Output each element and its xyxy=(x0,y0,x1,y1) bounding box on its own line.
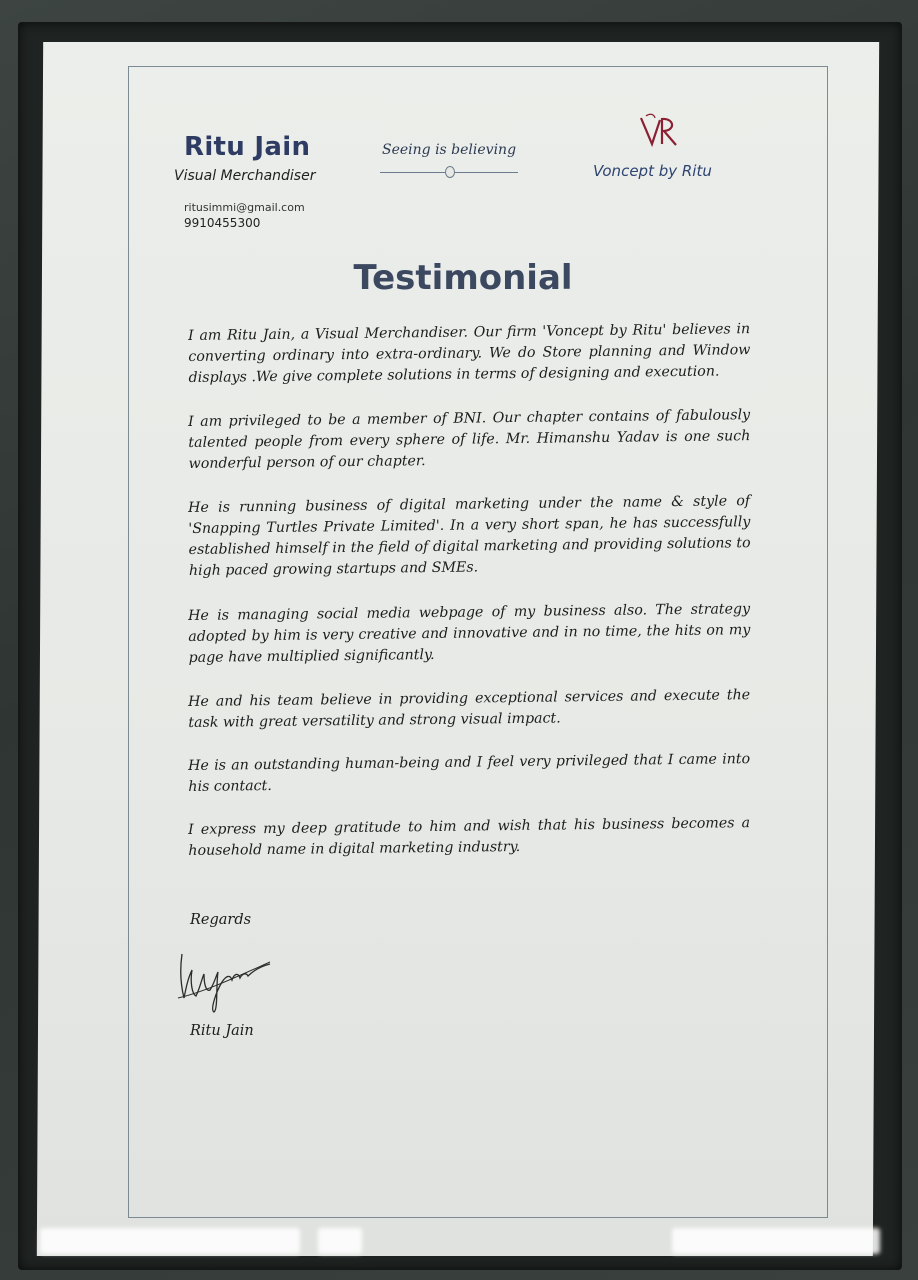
sender-role: Visual Merchandiser xyxy=(174,168,316,184)
glass-reflection xyxy=(318,1228,362,1254)
closing-regards: Regards xyxy=(190,912,252,928)
brand-logo-icon xyxy=(638,112,686,152)
tagline: Seeing is believing xyxy=(382,142,517,158)
paragraph: He and his team believe in providing exceptional services and execute the task with great versatility and strong visual impact. xyxy=(188,687,751,731)
paragraph: I am Ritu Jain, a Visual Merchandiser. Our firm 'Voncept by Ritu' believes in converting ordinary into extra-ordinary. We do Store planning and Window displays .We give complete solutions in terms of designing and execution. xyxy=(188,321,751,386)
handwritten-signature xyxy=(174,948,274,1016)
sender-email: ritusimmi@gmail.com xyxy=(184,201,305,214)
paragraph: I express my deep gratitude to him and wish that his business becomes a household name in digital marketing industry. xyxy=(188,815,751,859)
paragraph: He is managing social media webpage of my business also. The strategy adopted by him is very creative and innovative and in no time, the hits on my page have multiplied significantly. xyxy=(188,601,751,666)
sender-name: Ritu Jain xyxy=(184,132,311,162)
signer-name: Ritu Jain xyxy=(190,1023,254,1039)
paragraph: I am privileged to be a member of BNI. Our chapter contains of fabulously talented people from every sphere of life. Mr. Himanshu Yadav is one such wonderful person of our chapter. xyxy=(188,407,751,472)
tagline-ornament-icon xyxy=(445,166,455,178)
sender-phone: 9910455300 xyxy=(184,216,261,230)
glass-reflection xyxy=(40,1228,300,1254)
paragraph: He is running business of digital marketing under the name & style of 'Snapping Turtles Private Limited'. In a very short span, he has successfully established himself in the field of digital marketing and providing solutions to high paced growing startups and SMEs. xyxy=(188,493,751,579)
glass-reflection xyxy=(672,1228,880,1254)
brand-name: Voncept by Ritu xyxy=(593,162,712,180)
document-title: Testimonial xyxy=(353,258,573,298)
paragraph: He is an outstanding human-being and I feel very privileged that I came into his contact. xyxy=(188,751,751,795)
